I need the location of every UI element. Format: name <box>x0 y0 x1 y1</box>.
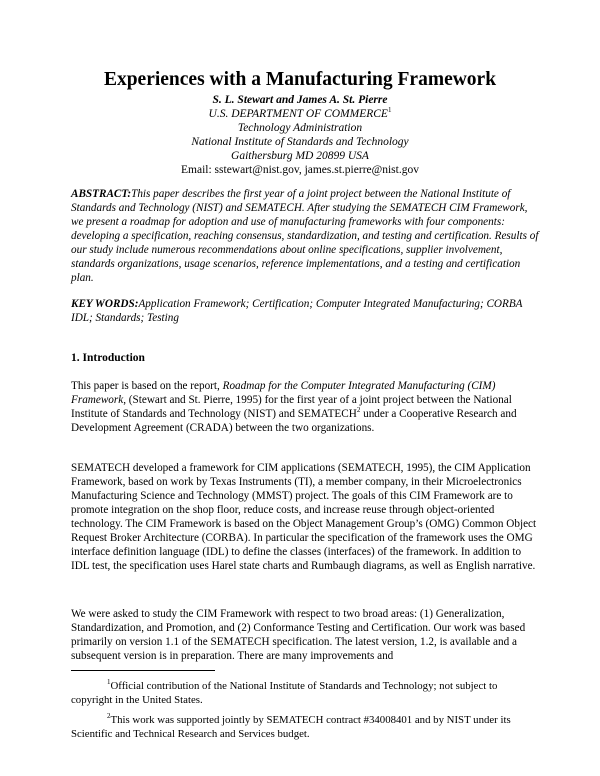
footnote-2-mark: 2 <box>107 712 111 720</box>
footnote-2-text: This work was supported jointly by SEMATECH contract #34008401 and by NIST under its Scientific and Technical Research and Services budget. <box>71 714 511 740</box>
keywords-label: KEY WORDS: <box>71 298 139 310</box>
affiliation-institute: National Institute of Standards and Technology <box>191 136 409 148</box>
affiliation-address: Gaithersburg MD 20899 USA <box>231 150 369 162</box>
intro-paragraph-1 <box>71 379 541 435</box>
abstract <box>71 187 541 285</box>
footnote-1 <box>71 679 541 707</box>
keywords <box>71 297 541 325</box>
footnote-separator <box>71 670 215 671</box>
p1-part-b: , (Stewart and St. Pierre, 1995) for the first year of a joint project between the National Institute of Standards and Technology (NIST) and SEMATECH <box>71 394 512 420</box>
footnote-2 <box>71 713 541 741</box>
intro-paragraph-2: SEMATECH developed a framework for CIM applications (SEMATECH, 1995), the CIM Application Framework, based on work by Texas Instruments (TI), a member company, in their Microelectronics Manufacturing Science and Technology (MMST) project. The goals of this CIM Framework are to promote integration on the shop floor, reduce costs, and increase reuse through object-oriented technology. The CIM Framework is based on the Object Management Group’s (OMG) Common Object Request Broker Architecture (CORBA). In particular the specification of the framework uses the OMG interface definition language (IDL) to define the classes (interfaces) of the framework. In addition to IDL test, the specification uses Harel state charts and Rumbaugh diagrams, as well as English narrative. <box>71 462 537 572</box>
p1-part-c: under a Cooperative Research and Development Agreement (CRADA) between the two organizations. <box>71 408 517 434</box>
affiliation-department <box>0 107 600 121</box>
abstract-label: ABSTRACT: <box>71 188 132 200</box>
author-email: Email: sstewart@nist.gov, james.st.pierre@nist.gov <box>181 164 419 176</box>
affiliation-department-text: U.S. DEPARTMENT OF COMMERCE <box>208 108 388 120</box>
author-line: S. L. Stewart and James A. St. Pierre <box>212 94 388 106</box>
section-heading-introduction: 1. Introduction <box>71 352 145 364</box>
footnote-marker-2: 2 <box>356 406 361 414</box>
affiliation-administration: Technology Administration <box>237 122 363 134</box>
footnote-marker-1: 1 <box>387 106 392 114</box>
paper-title: Experiences with a Manufacturing Framework <box>103 69 497 90</box>
footnote-1-mark: 1 <box>107 678 111 686</box>
p1-part-a: This paper is based on the report, <box>71 380 223 392</box>
keywords-text: Application Framework; Certification; Computer Integrated Manufacturing; CORBA IDL; Standards; Testing <box>71 298 523 324</box>
intro-paragraph-3: We were asked to study the CIM Framework with respect to two broad areas: (1) Generalization, Standardization, and Promotion, and (2) Conformance Testing and Certification. Our work was based primarily on version 1.1 of the SEMATECH specification. The latest version, 1.2, is available and a subsequent version is in preparation. There are many improvements and <box>71 608 526 662</box>
footnote-1-text: Official contribution of the National Institute of Standards and Technology; not subject to copyright in the United States. <box>71 680 498 706</box>
report-title-italic: Roadmap for the Computer Integrated Manufacturing (CIM) Framework <box>71 380 496 406</box>
abstract-text: This paper describes the first year of a joint project between the National Institute of Standards and Technology (NIST) and SEMATECH. After studying the SEMATECH CIM Framework, we present a roadmap for adoption and use of manufacturing frameworks with four components: developing a specification, reaching consensus, standardization, and testing and certification. Results of our study include numerous recommendations about online specifications, supplier involvement, standards organizations, usage scenarios, reference implementations, and a testing and certification plan. <box>71 188 539 284</box>
